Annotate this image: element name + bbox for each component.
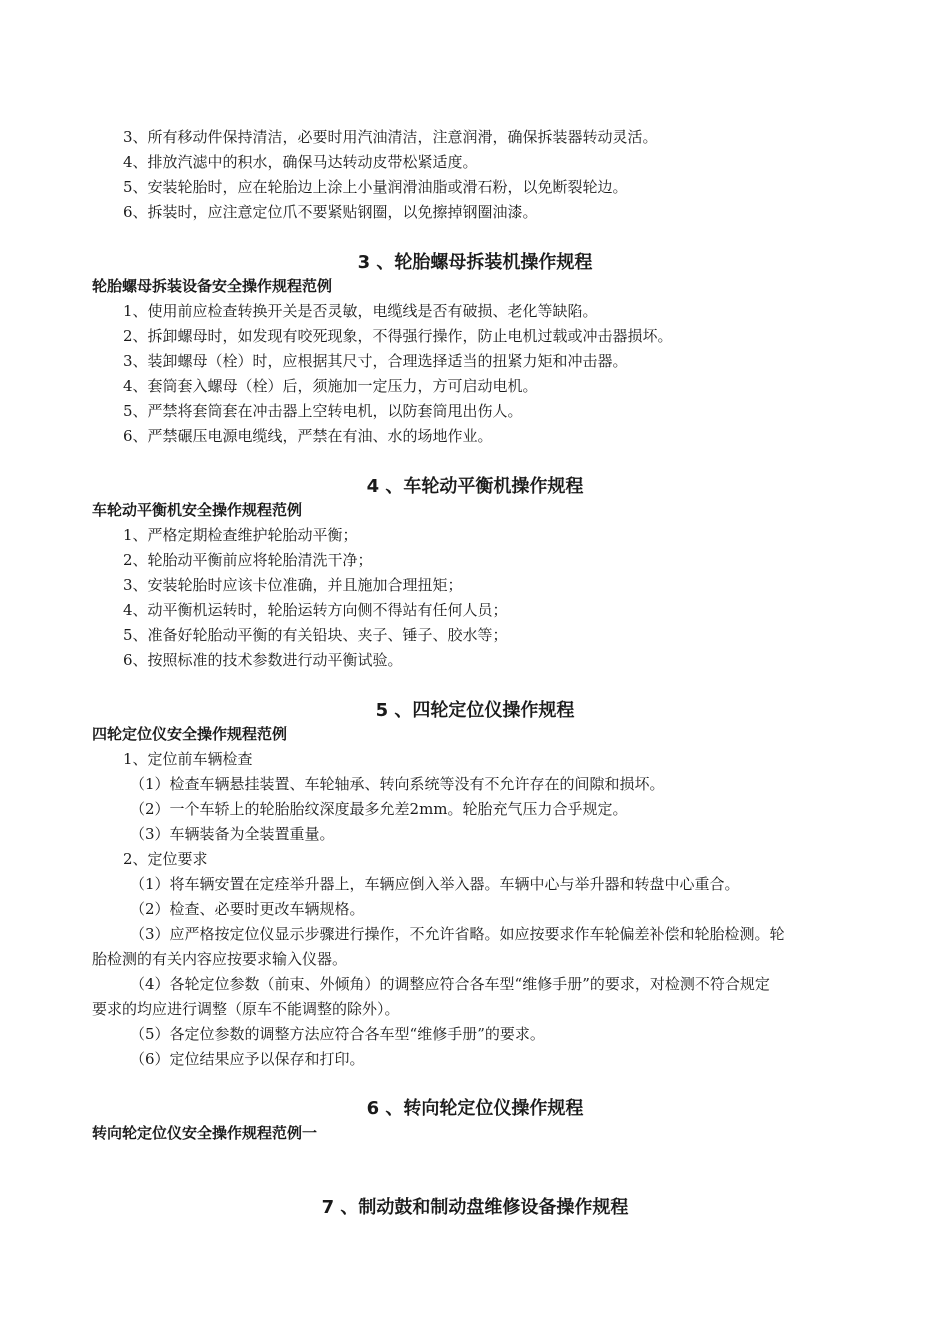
section5-item-2-sub-1: （1）将车辆安置在定痊举升器上，车辆应倒入举入器。车辆中心与举升器和转盘中心重合。 bbox=[130, 875, 740, 893]
section4-item-2: 2、轮胎动平衡前应将轮胎清洗干净； bbox=[123, 551, 373, 569]
section5-item-2-sub-4a: （4）各轮定位参数（前束、外倾角）的调整应符合各车型“维修手册”的要求，对检测不符合规定 bbox=[130, 975, 770, 993]
section5-item-2-sub-2: （2）检查、必要时更改车辆规格。 bbox=[130, 900, 365, 918]
section4-item-4: 4、动平衡机运转时，轮胎运转方向侧不得站有任何人员； bbox=[123, 601, 508, 619]
section7-heading: 7 、制动鼓和制动盘维修设备操作规程 bbox=[321, 1197, 629, 1218]
section3-item-6: 6、严禁碾压电源电缆线，严禁在有油、水的场地作业。 bbox=[123, 427, 493, 445]
section6-subtitle: 转向轮定位仪安全操作规程范例一 bbox=[92, 1124, 318, 1142]
intro-item-3: 3、所有移动件保持清洁，必要时用汽油清洁，注意润滑，确保拆装器转动灵活。 bbox=[123, 128, 658, 146]
section5-item-2-sub-3b: 胎检测的有关内容应按要求输入仪器。 bbox=[92, 950, 348, 968]
section3-item-1: 1、使用前应检查转换开关是否灵敏，电缆线是否有破损、老化等缺陷。 bbox=[123, 302, 598, 320]
section5-item-2-sub-3a: （3）应严格按定位仪显示步骤进行操作，不允许省略。如应按要求作车轮偏差补偿和轮胎检测。轮 bbox=[130, 925, 785, 943]
section3-item-4: 4、套筒套入螺母（栓）后，须施加一定压力，方可启动电机。 bbox=[123, 377, 538, 395]
section5-item-1-sub-2: （2）一个车轿上的轮胎胎纹深度最多允差2mm。轮胎充气压力合乎规定。 bbox=[130, 800, 628, 818]
section3-subtitle: 轮胎螺母拆装设备安全操作规程范例 bbox=[92, 277, 333, 295]
section5-item-1: 1、定位前车辆检查 bbox=[123, 750, 253, 768]
section4-item-3: 3、安装轮胎时应该卡位准确，并且施加合理扭矩； bbox=[123, 576, 463, 594]
section5-item-1-sub-3: （3）车辆装备为全装置重量。 bbox=[130, 825, 335, 843]
section4-item-1: 1、严格定期检查维护轮胎动平衡； bbox=[123, 526, 358, 544]
section4-heading: 4 、车轮动平衡机操作规程 bbox=[366, 476, 584, 497]
section5-item-2: 2、定位要求 bbox=[123, 850, 208, 868]
section5-subtitle: 四轮定位仪安全操作规程范例 bbox=[92, 725, 288, 743]
section5-item-2-sub-6: （6）定位结果应予以保存和打印。 bbox=[130, 1050, 365, 1068]
section4-item-6: 6、按照标准的技术参数进行动平衡试验。 bbox=[123, 651, 403, 669]
intro-item-5: 5、安装轮胎时，应在轮胎边上涂上小量润滑油脂或滑石粉，以免断裂轮边。 bbox=[123, 178, 628, 196]
section3-item-5: 5、严禁将套筒套在冲击器上空转电机，以防套筒甩出伤人。 bbox=[123, 402, 523, 420]
section5-heading: 5 、四轮定位仪操作规程 bbox=[375, 700, 575, 721]
section5-item-2-sub-5: （5）各定位参数的调整方法应符合各车型“维修手册”的要求。 bbox=[130, 1025, 545, 1043]
intro-item-4: 4、排放汽滤中的积水，确保马达转动皮带松紧适度。 bbox=[123, 153, 478, 171]
section6-heading: 6 、转向轮定位仪操作规程 bbox=[366, 1098, 584, 1119]
section3-heading: 3 、轮胎螺母拆装机操作规程 bbox=[357, 252, 593, 273]
intro-item-6: 6、拆装时，应注意定位爪不要紧贴钢圈，以免擦掉钢圈油漆。 bbox=[123, 203, 538, 221]
section5-item-2-sub-4b: 要求的均应进行调整（原车不能调整的除外）。 bbox=[92, 1000, 400, 1018]
section4-subtitle: 车轮动平衡机安全操作规程范例 bbox=[92, 501, 303, 519]
section4-item-5: 5、准备好轮胎动平衡的有关铅块、夹子、锤子、胶水等； bbox=[123, 626, 508, 644]
section3-item-3: 3、装卸螺母（栓）时，应根据其尺寸，合理选择适当的扭紧力矩和冲击器。 bbox=[123, 352, 628, 370]
section5-item-1-sub-1: （1）检查车辆悬挂装置、车轮轴承、转向系统等没有不允许存在的间隙和损坏。 bbox=[130, 775, 665, 793]
section3-item-2: 2、拆卸螺母时，如发现有咬死现象，不得强行操作，防止电机过载或冲击器损坏。 bbox=[123, 327, 673, 345]
